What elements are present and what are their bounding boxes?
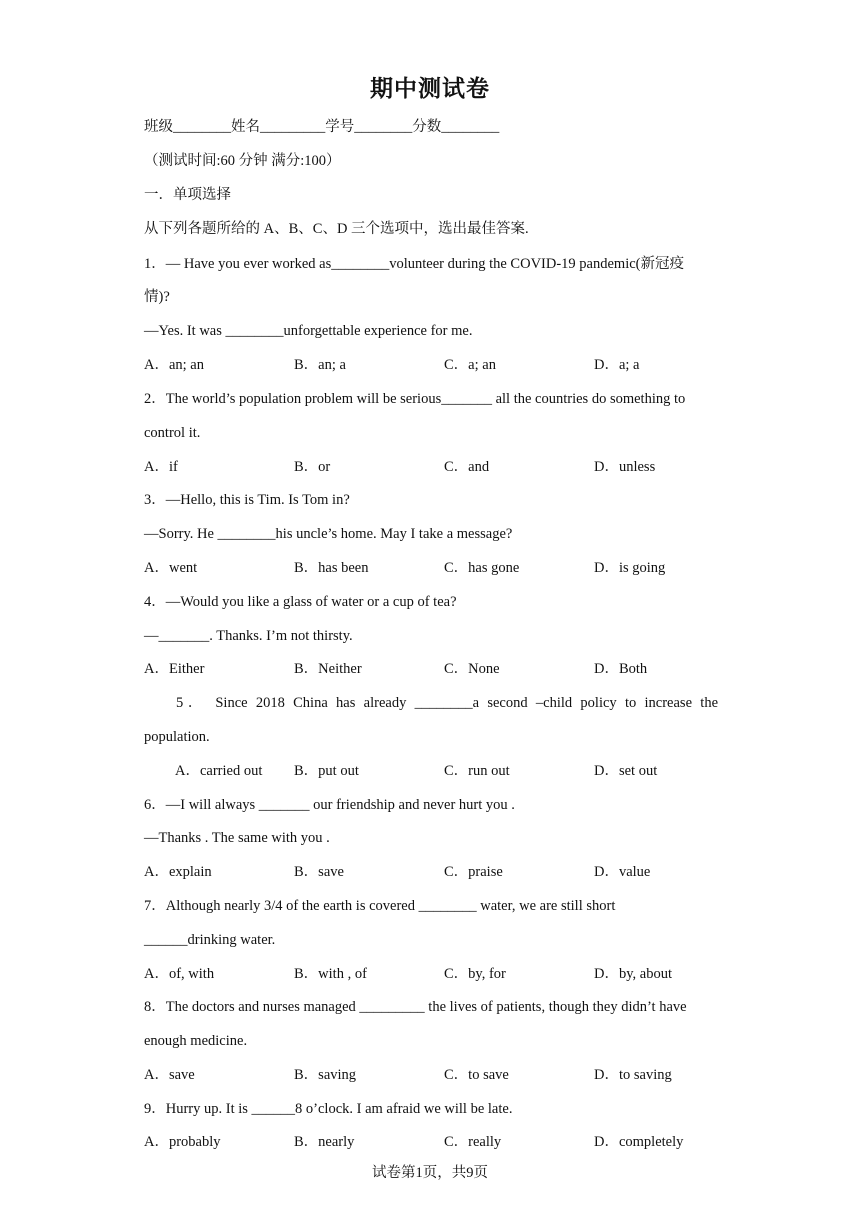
question-8-line-1: 8．The doctors and nurses managed _________ the lives of patients, though they didn’t have: [144, 999, 687, 1015]
question-8-option-d: D．to saving: [594, 1067, 672, 1083]
question-5-line-2: population.: [144, 729, 210, 745]
question-1-option-b: B．an; a: [294, 357, 346, 373]
question-4-option-d: D．Both: [594, 661, 648, 677]
question-3-option-b: B．has been: [294, 560, 369, 576]
question-2-option-d: D．unless: [594, 459, 656, 475]
question-3-line-2: —Sorry. He ________his uncle’s home. May I take a message?: [144, 526, 513, 542]
question-4-option-b: B．Neither: [294, 661, 362, 677]
test-time-line: （测试时间:60 分钟 满分:100）: [144, 153, 341, 169]
question-5-option-c: C．run out: [444, 763, 510, 779]
question-5-option-b: B．put out: [294, 763, 359, 779]
section-title: 一．单项选择: [144, 187, 231, 203]
question-1-line-2: 情)?: [144, 289, 170, 305]
question-6-line-2: —Thanks . The same with you .: [144, 830, 330, 846]
question-9-option-a: A．probably: [144, 1134, 221, 1150]
question-5-option-a: A．carried out: [175, 763, 263, 779]
question-9-line-1: 9．Hurry up. It is ______8 o’clock. I am afraid we will be late.: [144, 1101, 513, 1117]
question-2-option-b: B．or: [294, 459, 331, 475]
question-4-option-a: A．Either: [144, 661, 205, 677]
question-1-option-d: D．a; a: [594, 357, 640, 373]
question-5-line-1: 5． Since 2018 China has already ________a second –child policy to increase the: [176, 695, 718, 711]
question-6-option-b: B．save: [294, 864, 344, 880]
question-6-option-a: A．explain: [144, 864, 212, 880]
question-6-option-c: C．praise: [444, 864, 503, 880]
question-7-option-b: B．with , of: [294, 966, 367, 982]
question-1-line-3: —Yes. It was ________unforgettable experience for me.: [144, 323, 473, 339]
instruction-text: 从下列各题所给的 A、B、C、D 三个选项中，选出最佳答案.: [144, 221, 529, 237]
question-2-line-1: 2．The world’s population problem will be serious_______ all the countries do something to: [144, 391, 686, 407]
question-4-option-c: C．None: [444, 661, 500, 677]
question-6-line-1: 6．—I will always _______ our friendship and never hurt you .: [144, 797, 515, 813]
question-2-option-a: A．if: [144, 459, 178, 475]
question-9-option-c: C．really: [444, 1134, 502, 1150]
page-footer: 试卷第1页，共9页: [372, 1165, 488, 1181]
question-3-option-c: C．has gone: [444, 560, 520, 576]
question-1-option-a: A．an; an: [144, 357, 204, 373]
question-1-option-c: C．a; an: [444, 357, 496, 373]
question-7-line-2: ______drinking water.: [144, 932, 276, 948]
question-8-option-c: C．to save: [444, 1067, 509, 1083]
question-7-option-a: A．of, with: [144, 966, 215, 982]
question-9-option-b: B．nearly: [294, 1134, 355, 1150]
question-3-option-a: A．went: [144, 560, 198, 576]
question-3-line-1: 3．—Hello, this is Tim. Is Tom in?: [144, 492, 350, 508]
question-7-option-d: D．by, about: [594, 966, 672, 982]
question-3-option-d: D．is going: [594, 560, 666, 576]
exam-title: 期中测试卷: [370, 76, 490, 102]
question-8-option-a: A．save: [144, 1067, 195, 1083]
student-info-line: 班级________姓名_________学号________分数________: [144, 119, 500, 135]
question-2-line-2: control it.: [144, 425, 201, 441]
question-7-line-1: 7．Although nearly 3/4 of the earth is covered ________ water, we are still short: [144, 898, 616, 914]
question-2-option-c: C．and: [444, 459, 490, 475]
question-8-line-2: enough medicine.: [144, 1033, 248, 1049]
question-1-line-1: 1．— Have you ever worked as________volunteer during the COVID-19 pandemic(新冠疫: [144, 256, 684, 272]
question-4-line-1: 4．—Would you like a glass of water or a cup of tea?: [144, 594, 457, 610]
question-9-option-d: D．completely: [594, 1134, 684, 1150]
question-6-option-d: D．value: [594, 864, 651, 880]
question-4-line-2: —_______. Thanks. I’m not thirsty.: [144, 628, 353, 644]
question-7-option-c: C．by, for: [444, 966, 506, 982]
question-8-option-b: B．saving: [294, 1067, 357, 1083]
question-5-option-d: D．set out: [594, 763, 658, 779]
